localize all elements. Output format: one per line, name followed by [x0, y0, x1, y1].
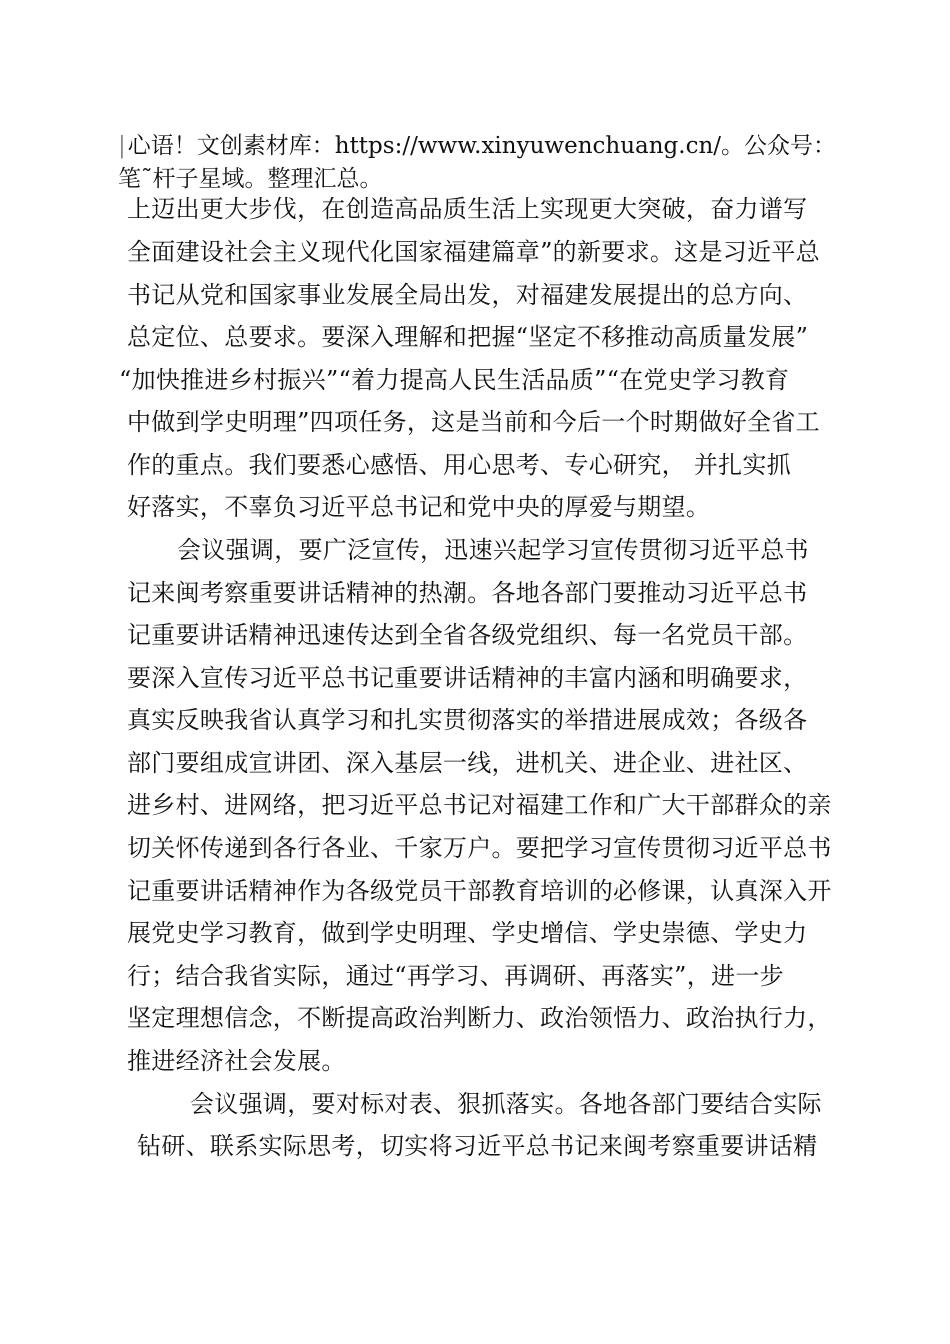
body-line: 推进经济社会发展。 [127, 1047, 346, 1075]
body-line: 坚定理想信念，不断提高政治判断力、政治领悟力、政治执行力， [127, 1004, 832, 1032]
header-line-2: 笔˜杆子星域。整理汇总。 [118, 166, 383, 192]
body-line: 进乡村、进网络，把习近平总书记对福建工作和广大干部群众的亲 [127, 791, 832, 819]
header-separator: | [118, 133, 126, 159]
body-line: 记来闽考察重要讲话精神的热潮。各地各部门要推动习近平总书 [127, 579, 808, 607]
body-line: 书记从党和国家事业发展全局出发，对福建发展提出的总方向、 [127, 281, 808, 309]
body-line: 展党史学习教育，做到学史明理、学史增信、学史崇德、学史力 [127, 919, 808, 947]
body-line: 真实反映我省认真学习和扎实贯彻落实的举措进展成效；各级各 [127, 706, 808, 734]
body-line: 要深入宣传习近平总书记重要讲话精神的丰富内涵和明确要求， [127, 664, 808, 692]
body-line: 钻研、联系实际思考，切实将习近平总书记来闽考察重要讲话精 [137, 1132, 818, 1160]
body-line: 作的重点。我们要悉心感悟、用心思考、专心研究， 并扎实抓 [127, 451, 792, 479]
paragraph-start-line: 会议强调，要广泛宣传，迅速兴起学习宣传贯彻习近平总书 [177, 536, 809, 564]
body-line: 上迈出更大步伐，在创造高品质生活上实现更大突破，奋力谱写 [127, 195, 808, 223]
body-line: “加快推进乡村振兴”“着力提高人民生活品质”“在党史学习教育 [119, 366, 790, 394]
body-line: 部门要组成宣讲团、深入基层一线，进机关、进企业、进社区、 [127, 749, 808, 777]
body-line: 好落实，不辜负习近平总书记和党中央的厚爱与期望。 [127, 493, 711, 521]
source-header [118, 130, 878, 196]
body-line: 记重要讲话精神迅速传达到全省各级党组织、每一名党员干部。 [127, 621, 808, 649]
body-line: 中做到学史明理”四项任务，这是当前和今后一个时期做好全省工 [127, 408, 820, 436]
body-line: 总定位、总要求。要深入理解和把握“坚定不移推动高质量发展” [127, 323, 809, 351]
header-text-1: 心语！文创素材库：https://www.xinyuwenchuang.cn/。公众号： [127, 133, 837, 159]
body-line: 行；结合我省实际，通过“再学习、再调研、再落实”，进一步 [127, 962, 784, 990]
paragraph-start-line: 会议强调，要对标对表、狠抓落实。各地各部门要结合实际 [190, 1090, 822, 1118]
body-line: 全面建设社会主义现代化国家福建篇章”的新要求。这是习近平总 [127, 238, 820, 266]
body-line: 记重要讲话精神作为各级党员干部教育培训的必修课，认真深入开 [127, 877, 832, 905]
body-line: 切关怀传递到各行各业、千家万户。要把学习宣传贯彻习近平总书 [127, 834, 832, 862]
header-line-1 [118, 130, 878, 163]
